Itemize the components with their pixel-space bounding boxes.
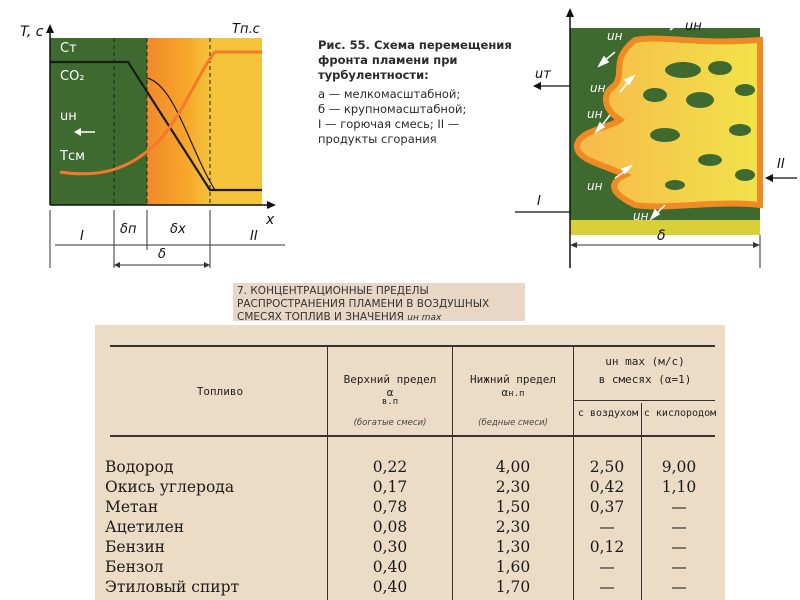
table-cell: 0,40	[372, 578, 408, 596]
figure-caption	[318, 38, 518, 147]
table-cell: —	[671, 498, 687, 516]
svg-text:II: II	[777, 157, 785, 172]
table-cell: —	[599, 578, 615, 596]
table-cell: 2,30	[495, 518, 531, 536]
header-oxy: с кислородом	[643, 408, 717, 419]
label-ct: Cт	[60, 41, 77, 56]
svg-text:uн: uн	[633, 209, 649, 223]
table-cell: 0,17	[372, 478, 408, 496]
svg-text:δп: δп	[120, 222, 137, 237]
caption-item: а — мелкомасштабной;	[318, 87, 461, 101]
table-cell: 0,78	[372, 498, 408, 516]
header-air: с воздухом	[577, 408, 639, 419]
svg-text:II: II	[250, 229, 258, 244]
svg-text:δ: δ	[158, 247, 166, 262]
table-cell: Метан	[105, 498, 159, 516]
tps-label: Tп.с	[232, 22, 260, 37]
zone-products	[210, 38, 262, 205]
table-cell: —	[671, 538, 687, 556]
table-cell: Ацетилен	[105, 518, 185, 536]
table-cell: 1,70	[495, 578, 531, 596]
svg-text:I: I	[80, 229, 84, 244]
table-cell: Бензол	[105, 558, 164, 576]
table-cell: 0,40	[372, 558, 408, 576]
svg-text:δx: δx	[170, 222, 186, 237]
table-cell: 2,50	[589, 458, 625, 476]
table-cell: 0,12	[589, 538, 625, 556]
svg-text:uн: uн	[587, 179, 603, 193]
table-cell: 0,22	[372, 458, 408, 476]
table-cell: 1,10	[661, 478, 697, 496]
table-cell: 0,42	[589, 478, 625, 496]
table-cell: 1,30	[495, 538, 531, 556]
caption-item: I — горючая смесь; II — продукты сгорания	[318, 117, 460, 146]
table-cell: —	[671, 578, 687, 596]
caption-title: Рис. 55. Схема перемещения фронта пламени при турбулентности:	[318, 38, 512, 82]
y-axis-label: T, c	[20, 24, 44, 40]
caption-item: б — крупномасштабной;	[318, 102, 467, 116]
zone-flame-front	[147, 38, 210, 205]
svg-text:uн: uн	[685, 19, 702, 34]
svg-text:uн: uн	[607, 29, 623, 43]
svg-text:uт: uт	[535, 67, 551, 82]
table-cell: 2,30	[495, 478, 531, 496]
header-upper: Верхний предел	[343, 373, 437, 386]
table-cell: 1,50	[495, 498, 531, 516]
table-cell: 1,60	[495, 558, 531, 576]
table-cell: —	[671, 518, 687, 536]
table-cell: Окись углерода	[105, 478, 235, 496]
table-cell: —	[599, 518, 615, 536]
table-cell: Водород	[105, 458, 174, 476]
table-cell: —	[599, 558, 615, 576]
svg-text:uн: uн	[590, 81, 606, 95]
table-cell: 0,37	[589, 498, 625, 516]
table-cell: —	[671, 558, 687, 576]
header-fuel: Топливо	[196, 385, 244, 398]
header-speed: uн max (м/с)	[605, 355, 685, 368]
figure-right	[515, 0, 800, 280]
header-lower: Нижний предел	[469, 373, 557, 386]
table-cell: 0,30	[372, 538, 408, 556]
label-tcm: Tсм	[60, 149, 85, 164]
table-cell: Этиловый спирт	[105, 578, 240, 596]
table-cell: 0,08	[372, 518, 408, 536]
table-cell: 4,00	[495, 458, 531, 476]
table-cell: 9,00	[661, 458, 697, 476]
svg-text:I: I	[537, 194, 541, 209]
label-co2: CO₂	[60, 69, 85, 84]
svg-text:uн: uн	[587, 107, 603, 121]
table-cell: Бензин	[105, 538, 166, 556]
data-table: Топливо Верхний предел α в.п (богатые смеси) Нижний предел αн.п (бедные смеси) uн max (м/с) в смесях (α=1) с воздухом с кислородом Водород 0,22 4,00 2,50 9,00 Окись углерода 0,17 2,30 0,42 1,10 Метан 0,78 1,50 0,37 — Ацетилен 0,08 2,30 — — Бензин 0,30 1,30 0,12 — Бензол 0,40 1,60 — — Этиловый спирт 0,40 1,70 — —	[95, 325, 725, 600]
x-axis-label: x	[266, 212, 275, 228]
svg-text:δ: δ	[657, 228, 666, 244]
table-title: 7. КОНЦЕНТРАЦИОННЫЕ ПРЕДЕЛЫ РАСПРОСТРАНЕНИЯ ПЛАМЕНИ В ВОЗДУШНЫХ СМЕСЯХ ТОПЛИВ И ЗНАЧЕНИЯ uн max	[233, 283, 525, 321]
figure-left	[0, 0, 300, 285]
label-un: uн	[60, 109, 77, 124]
